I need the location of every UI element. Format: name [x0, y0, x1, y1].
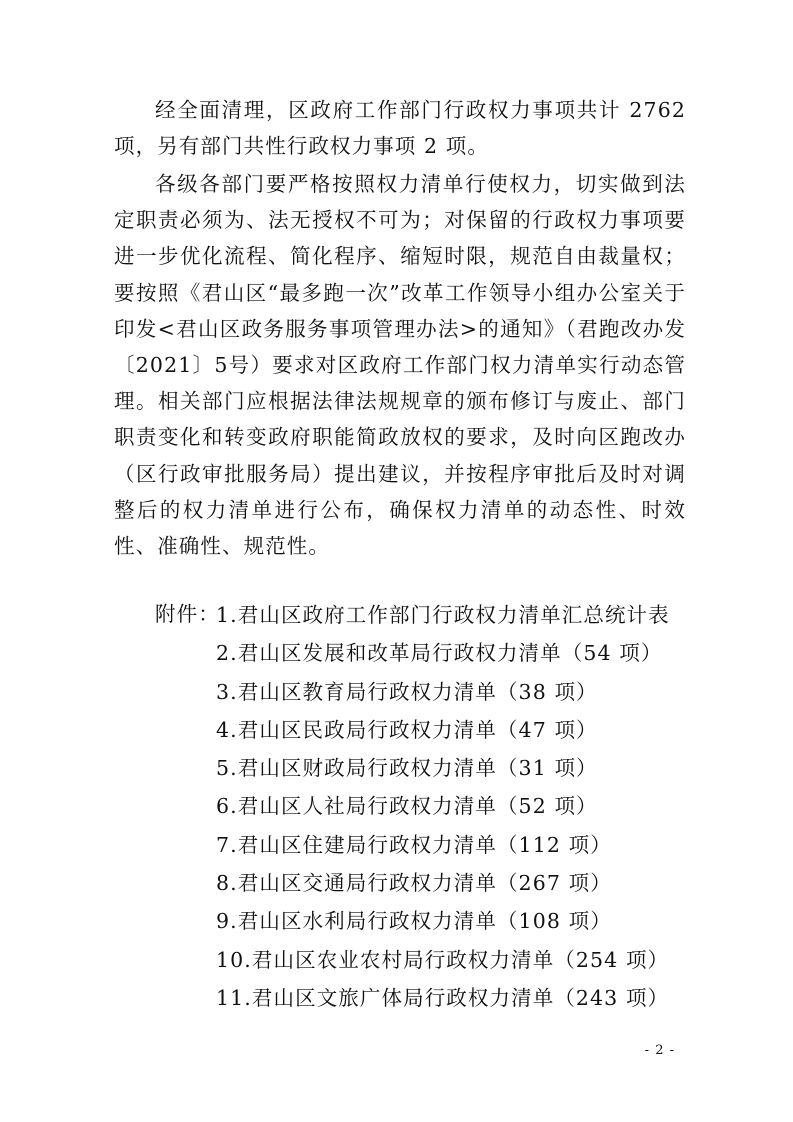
attachment-item: 1.君山区政府工作部门行政权力清单汇总统计表 [216, 603, 670, 627]
attachment-item: 11.君山区文旅广体局行政权力清单（243 项） [216, 985, 670, 1010]
page-number: - 2 - [644, 1043, 675, 1058]
attachment-item: 7.君山区住建局行政权力清单（112 项） [216, 832, 612, 857]
attachments-label: 附件： [155, 602, 220, 626]
attachment-item: 10.君山区农业农村局行政权力清单（254 项） [216, 947, 670, 972]
attachment-item: 5.君山区财政局行政权力清单（31 项） [216, 756, 598, 781]
attachment-item: 6.君山区人社局行政权力清单（52 项） [216, 794, 598, 819]
attachment-item: 9.君山区水利局行政权力清单（108 项） [216, 909, 612, 934]
attachment-item: 8.君山区交通局行政权力清单（267 项） [216, 871, 612, 896]
paragraph-summary: 经全面清理，区政府工作部门行政权力事项共计 2762 项，另有部门共性行政权力事项 2 项。 [114, 98, 686, 159]
paragraph-requirements: 各级各部门要严格按照权力清单行使权力，切实做到法定职责必须为、法无授权不可为；对保留的行政权力事项要进一步优化流程、简化程序、缩短时限，规范自由裁量权；要按照《君山区“最多跑一次”改革工作领导小组办公室关于印发<君山区政务服务事项管理办法>的通知》（君跑改办发〔2021〕5号）要求对区政府工作部门权力清单实行动态管理。相关部门应根据法律法规规章的颁布修订与废止、部门职责变化和转变政府职能简政放权的要求，及时向区跑改办（区行政审批服务局）提出建议，并按程序审批后及时对调整后的权力清单进行公布，确保权力清单的动态性、时效性、准确性、规范性。 [114, 172, 686, 559]
attachments-list [216, 596, 670, 1017]
attachment-item: 2.君山区发展和改革局行政权力清单（54 项） [216, 641, 663, 666]
attachment-item: 3.君山区教育局行政权力清单（38 项） [216, 679, 598, 704]
attachment-item: 4.君山区民政局行政权力清单（47 项） [216, 717, 598, 742]
